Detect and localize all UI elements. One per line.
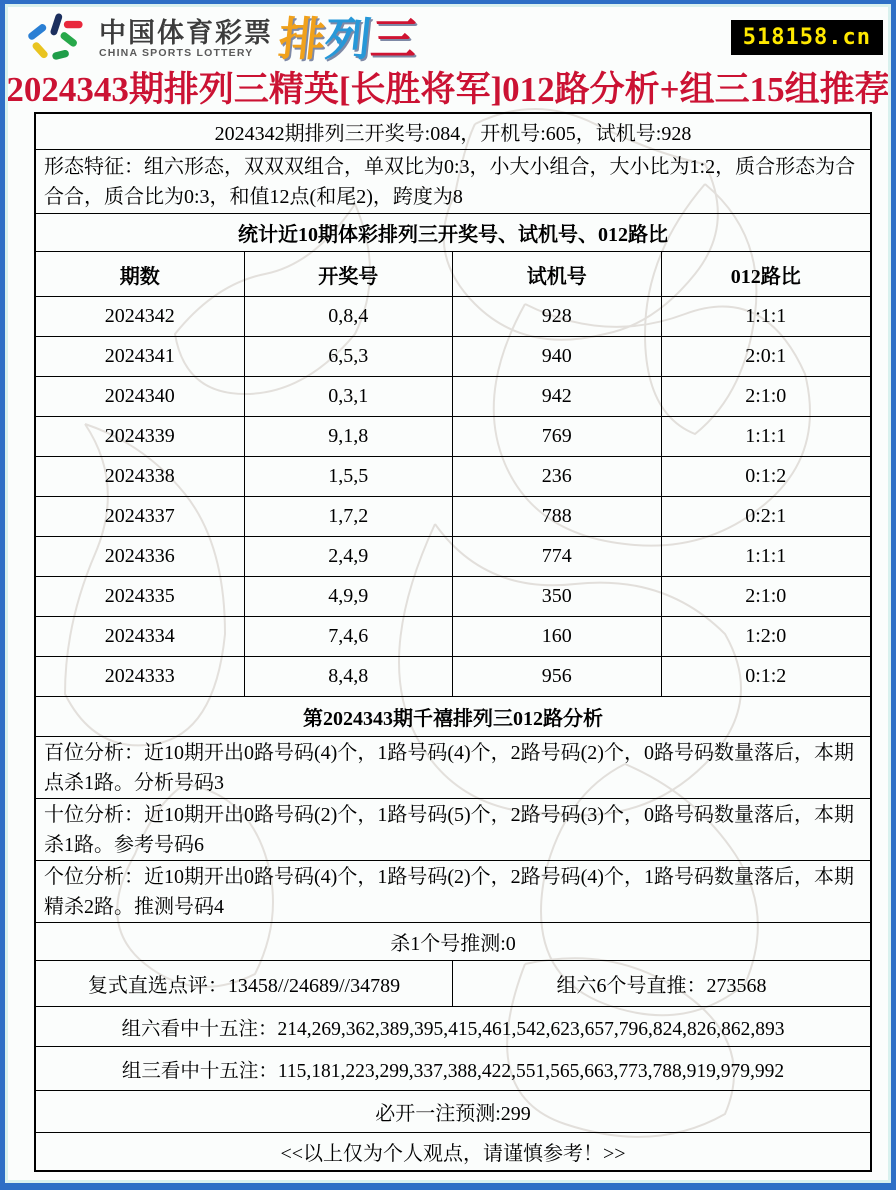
brand-char-lie: 列	[322, 13, 374, 65]
cell-draw: 9,1,8	[245, 417, 454, 456]
cell-issue: 2024337	[36, 497, 245, 536]
brand-pailiesan	[276, 13, 419, 65]
table-row	[36, 577, 870, 617]
duplex-direct-row	[36, 961, 870, 1007]
cell-draw: 0,8,4	[245, 297, 454, 336]
last-draw-info-row: 2024342期排列三开奖号:084，开机号:605，试机号:928	[36, 114, 870, 150]
stats-header-row	[36, 252, 870, 297]
cell-issue: 2024341	[36, 337, 245, 376]
cell-test: 236	[453, 457, 662, 496]
cell-test: 928	[453, 297, 662, 336]
cell-ratio: 2:1:0	[745, 585, 787, 607]
logo-text	[99, 19, 273, 59]
cell-draw: 6,5,3	[245, 337, 454, 376]
cell-ratio: 1:1:1	[745, 425, 787, 447]
cell-issue: 2024334	[36, 617, 245, 656]
header	[21, 12, 885, 64]
sports-lottery-figure-icon	[21, 12, 95, 66]
analysis-section-title: 第2024343期千禧排列三012路分析	[36, 697, 870, 737]
logo-name-cn: 中国体育彩票	[99, 17, 273, 48]
table-row	[36, 337, 870, 377]
cell-ratio: 0:2:1	[745, 505, 787, 527]
cell-ratio: 1:1:1	[745, 305, 787, 327]
cell-draw: 1,5,5	[245, 457, 454, 496]
group6-direct-cell: 组六6个号直推：273568	[556, 975, 767, 997]
cell-draw: 0,3,1	[245, 377, 454, 416]
table-row	[36, 497, 870, 537]
cell-draw: 8,4,8	[245, 657, 454, 696]
cell-ratio: 0:1:2	[745, 465, 787, 487]
cell-issue: 2024342	[36, 297, 245, 336]
cell-draw: 7,4,6	[245, 617, 454, 656]
cell-issue: 2024333	[36, 657, 245, 696]
cell-test: 942	[453, 377, 662, 416]
col-header-issue: 期数	[36, 252, 245, 296]
cell-ratio: 2:0:1	[745, 345, 787, 367]
cell-ratio: 1:2:0	[745, 625, 787, 647]
group6-fifteen-row: 组六看中十五注：214,269,362,389,395,415,461,542,623,657,796,824,826,862,893	[36, 1007, 870, 1047]
cell-issue: 2024340	[36, 377, 245, 416]
hundreds-analysis-row: 百位分析：近10期开出0路号码(4)个，1路号码(4)个，2路号码(2)个，0路号码数量落后，本期点杀1路。分析号码3	[36, 737, 870, 799]
tens-analysis-row: 十位分析：近10期开出0路号码(2)个，1路号码(5)个，2路号码(3)个，0路号码数量落后，本期杀1路。参考号码6	[36, 799, 870, 861]
cell-test: 940	[453, 337, 662, 376]
table-row	[36, 537, 870, 577]
analysis-board	[34, 112, 872, 1172]
table-row	[36, 657, 870, 697]
col-header-test-number: 试机号	[453, 252, 662, 296]
group3-fifteen-row: 组三看中十五注：115,181,223,299,337,388,422,551,565,663,773,788,919,979,992	[36, 1047, 870, 1091]
col-header-012-ratio: 012路比	[730, 265, 801, 288]
table-row	[36, 377, 870, 417]
col-header-draw-number: 开奖号	[245, 252, 454, 296]
page-title: 2024343期排列三精英[长胜将军]012路分析+组三15组推荐	[6, 70, 890, 109]
cell-draw: 1,7,2	[245, 497, 454, 536]
units-analysis-row: 个位分析：近10期开出0路号码(4)个，1路号码(2)个，2路号码(4)个，1路号码数量落后，本期精杀2路。推测号码4	[36, 861, 870, 923]
cell-test: 956	[453, 657, 662, 696]
must-open-prediction-row: 必开一注预测:299	[36, 1091, 870, 1133]
brand-char-san: 三	[368, 13, 420, 65]
site-badge: 518158.cn	[731, 20, 883, 55]
cell-issue: 2024335	[36, 577, 245, 616]
cell-ratio: 0:1:2	[745, 665, 787, 687]
cell-test: 160	[453, 617, 662, 656]
cell-issue: 2024339	[36, 417, 245, 456]
brand-char-pai: 排	[276, 13, 328, 65]
cell-issue: 2024336	[36, 537, 245, 576]
cell-test: 774	[453, 537, 662, 576]
kill-one-number-row: 杀1个号推测:0	[36, 923, 870, 961]
logo-name-en: CHINA SPORTS LOTTERY	[99, 47, 254, 60]
shape-feature-row: 形态特征：组六形态，双双双组合，单双比为0:3，小大小组合，大小比为1:2，质合形态为合合合，质合比为0:3，和值12点(和尾2)，跨度为8	[36, 150, 870, 214]
cell-draw: 2,4,9	[245, 537, 454, 576]
cell-test: 788	[453, 497, 662, 536]
table-row	[36, 617, 870, 657]
disclaimer-row: <<以上仅为个人观点，请谨慎参考！>>	[280, 1143, 626, 1165]
cell-test: 350	[453, 577, 662, 616]
duplex-pick-cell: 复式直选点评：13458//24689//34789	[36, 961, 453, 1006]
cell-ratio: 1:1:1	[745, 545, 787, 567]
cell-issue: 2024338	[36, 457, 245, 496]
china-sports-lottery-logo	[21, 12, 420, 66]
cell-ratio: 2:1:0	[745, 385, 787, 407]
cell-draw: 4,9,9	[245, 577, 454, 616]
stats-table-title: 统计近10期体彩排列三开奖号、试机号、012路比	[36, 214, 870, 252]
table-row	[36, 297, 870, 337]
table-row	[36, 417, 870, 457]
cell-test: 769	[453, 417, 662, 456]
table-row	[36, 457, 870, 497]
